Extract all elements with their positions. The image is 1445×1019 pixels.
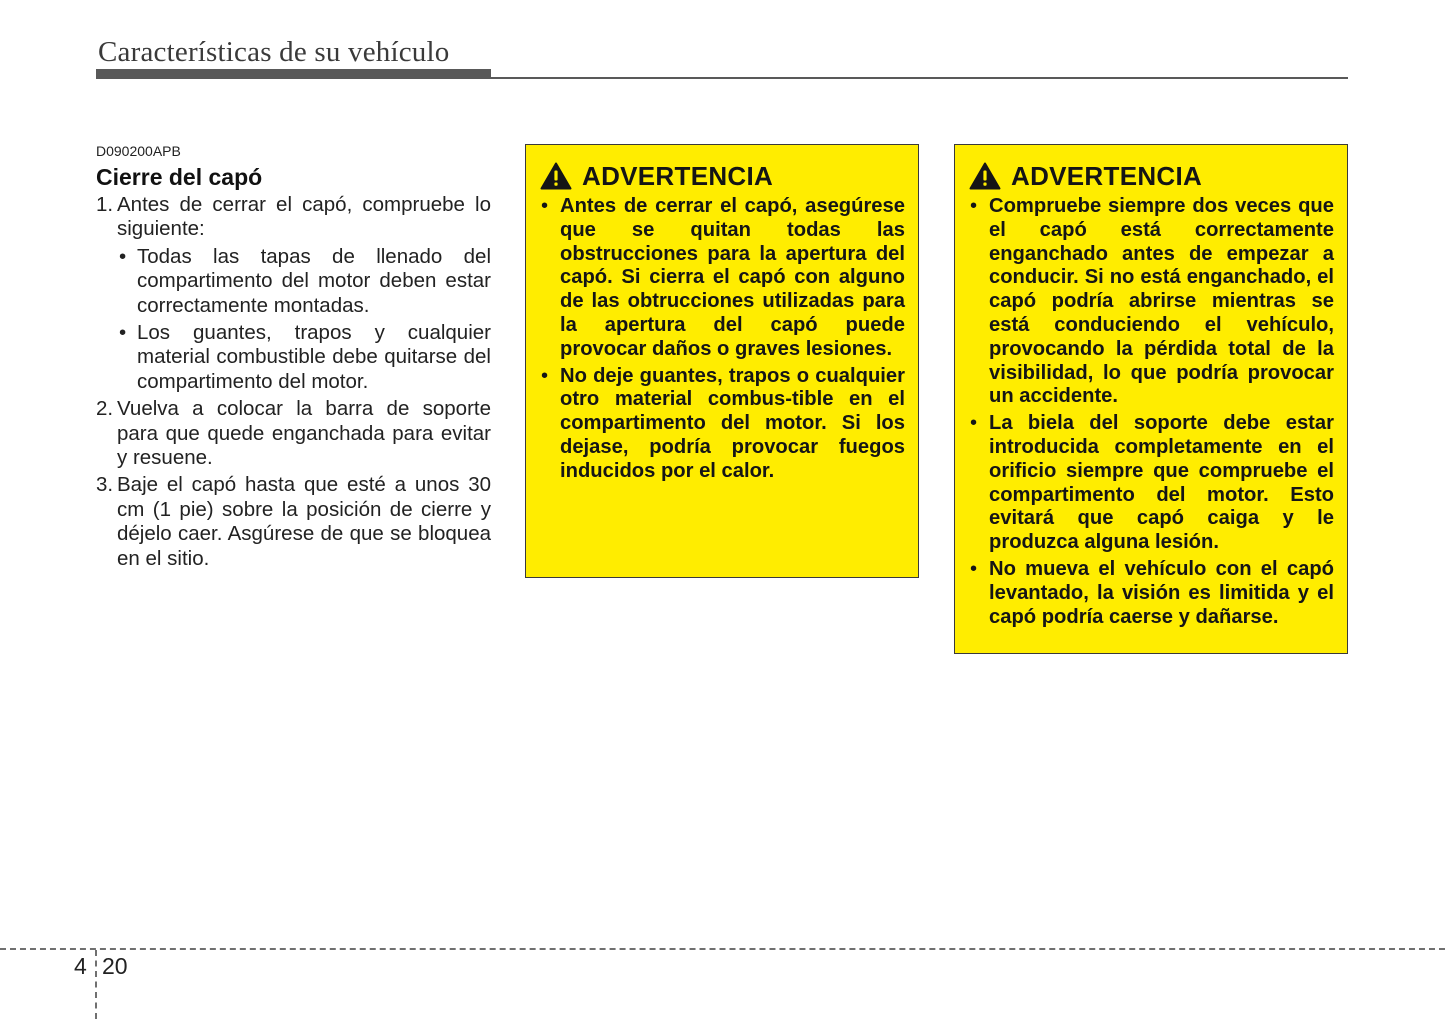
step-text: Baje el capó hasta que esté a unos 30 cm (1 pie) sobre la posición de cierre y déjelo caer. Asgúrese de que se bloquea en el sitio.	[117, 473, 491, 570]
substeps-list	[117, 245, 491, 394]
hood-closing-section	[96, 143, 491, 574]
step-number: 3.	[96, 473, 114, 497]
section-code: D090200APB	[96, 143, 181, 159]
warning-title: ADVERTENCIA	[582, 160, 774, 191]
header-rule-thin	[96, 77, 1348, 79]
step-item	[96, 193, 491, 394]
warning-item: • Antes de cerrar el capó, asegúrese que se quitan todas las obstrucciones para la apertura del capó. Si cierra el capó con alguno de las obtrucciones utilizadas para la apertura del capó puede provocar daños o graves lesiones.	[540, 195, 905, 362]
step-number: 2.	[96, 397, 114, 421]
page-header-title: Características de su vehículo	[98, 36, 450, 68]
warning-header	[969, 159, 1334, 193]
step-item	[96, 397, 491, 470]
warning-title: ADVERTENCIA	[1011, 160, 1203, 191]
warning-header	[540, 159, 905, 193]
step-text: Antes de cerrar el capó, compruebe lo siguiente:	[117, 193, 491, 241]
step-number: 1.	[96, 193, 114, 216]
substep-item: • Todas las tapas de llenado del compartimento del motor deben estar correctamente montadas.	[117, 245, 491, 318]
warning-item: • La biela del soporte debe estar introducida completamente en el orificio siempre que compruebe el compartimento del motor. Esto evitará que capó caiga y le produzca alguna lesión.	[969, 412, 1334, 555]
chapter-number: 4	[74, 953, 87, 979]
substep-item: • Los guantes, trapos y cualquier material combustible debe quitarse del compartimento del motor.	[117, 321, 491, 394]
footer-dashed-divider	[95, 950, 97, 1019]
warning-item: • No mueva el vehículo con el capó levantado, la visión es limitida y el capó podría caerse y dañarse.	[969, 558, 1334, 629]
warning-box-hood-latch	[954, 144, 1348, 654]
warning-list	[969, 195, 1334, 629]
warning-item: • Compruebe siempre dos veces que el capó está correctamente enganchado antes de empezar a conducir. Si no está enganchado, el capó podría abrirse mientras se está conduciendo el vehículo, provocando la pérdida total de la visibilidad, lo que podría provocar un accidente.	[969, 195, 1334, 409]
steps-list	[96, 193, 491, 571]
page-number: 20	[102, 953, 128, 979]
section-title: Cierre del capó	[96, 164, 263, 190]
warning-item: • No deje guantes, trapos o cualquier otro material combus-tible en el compartimento del motor. Si los dejase, podría provocar fuegos inducidos por el calor.	[540, 365, 905, 484]
step-item	[96, 473, 491, 571]
warning-list	[540, 195, 905, 484]
warning-triangle-icon	[540, 162, 572, 190]
warning-box-hood-obstructions	[525, 144, 919, 578]
step-text: Vuelva a colocar la barra de soporte para que quede enganchada para evitar y resuene.	[117, 397, 491, 470]
warning-triangle-icon	[969, 162, 1001, 190]
footer-dashed-rule	[0, 948, 1445, 950]
